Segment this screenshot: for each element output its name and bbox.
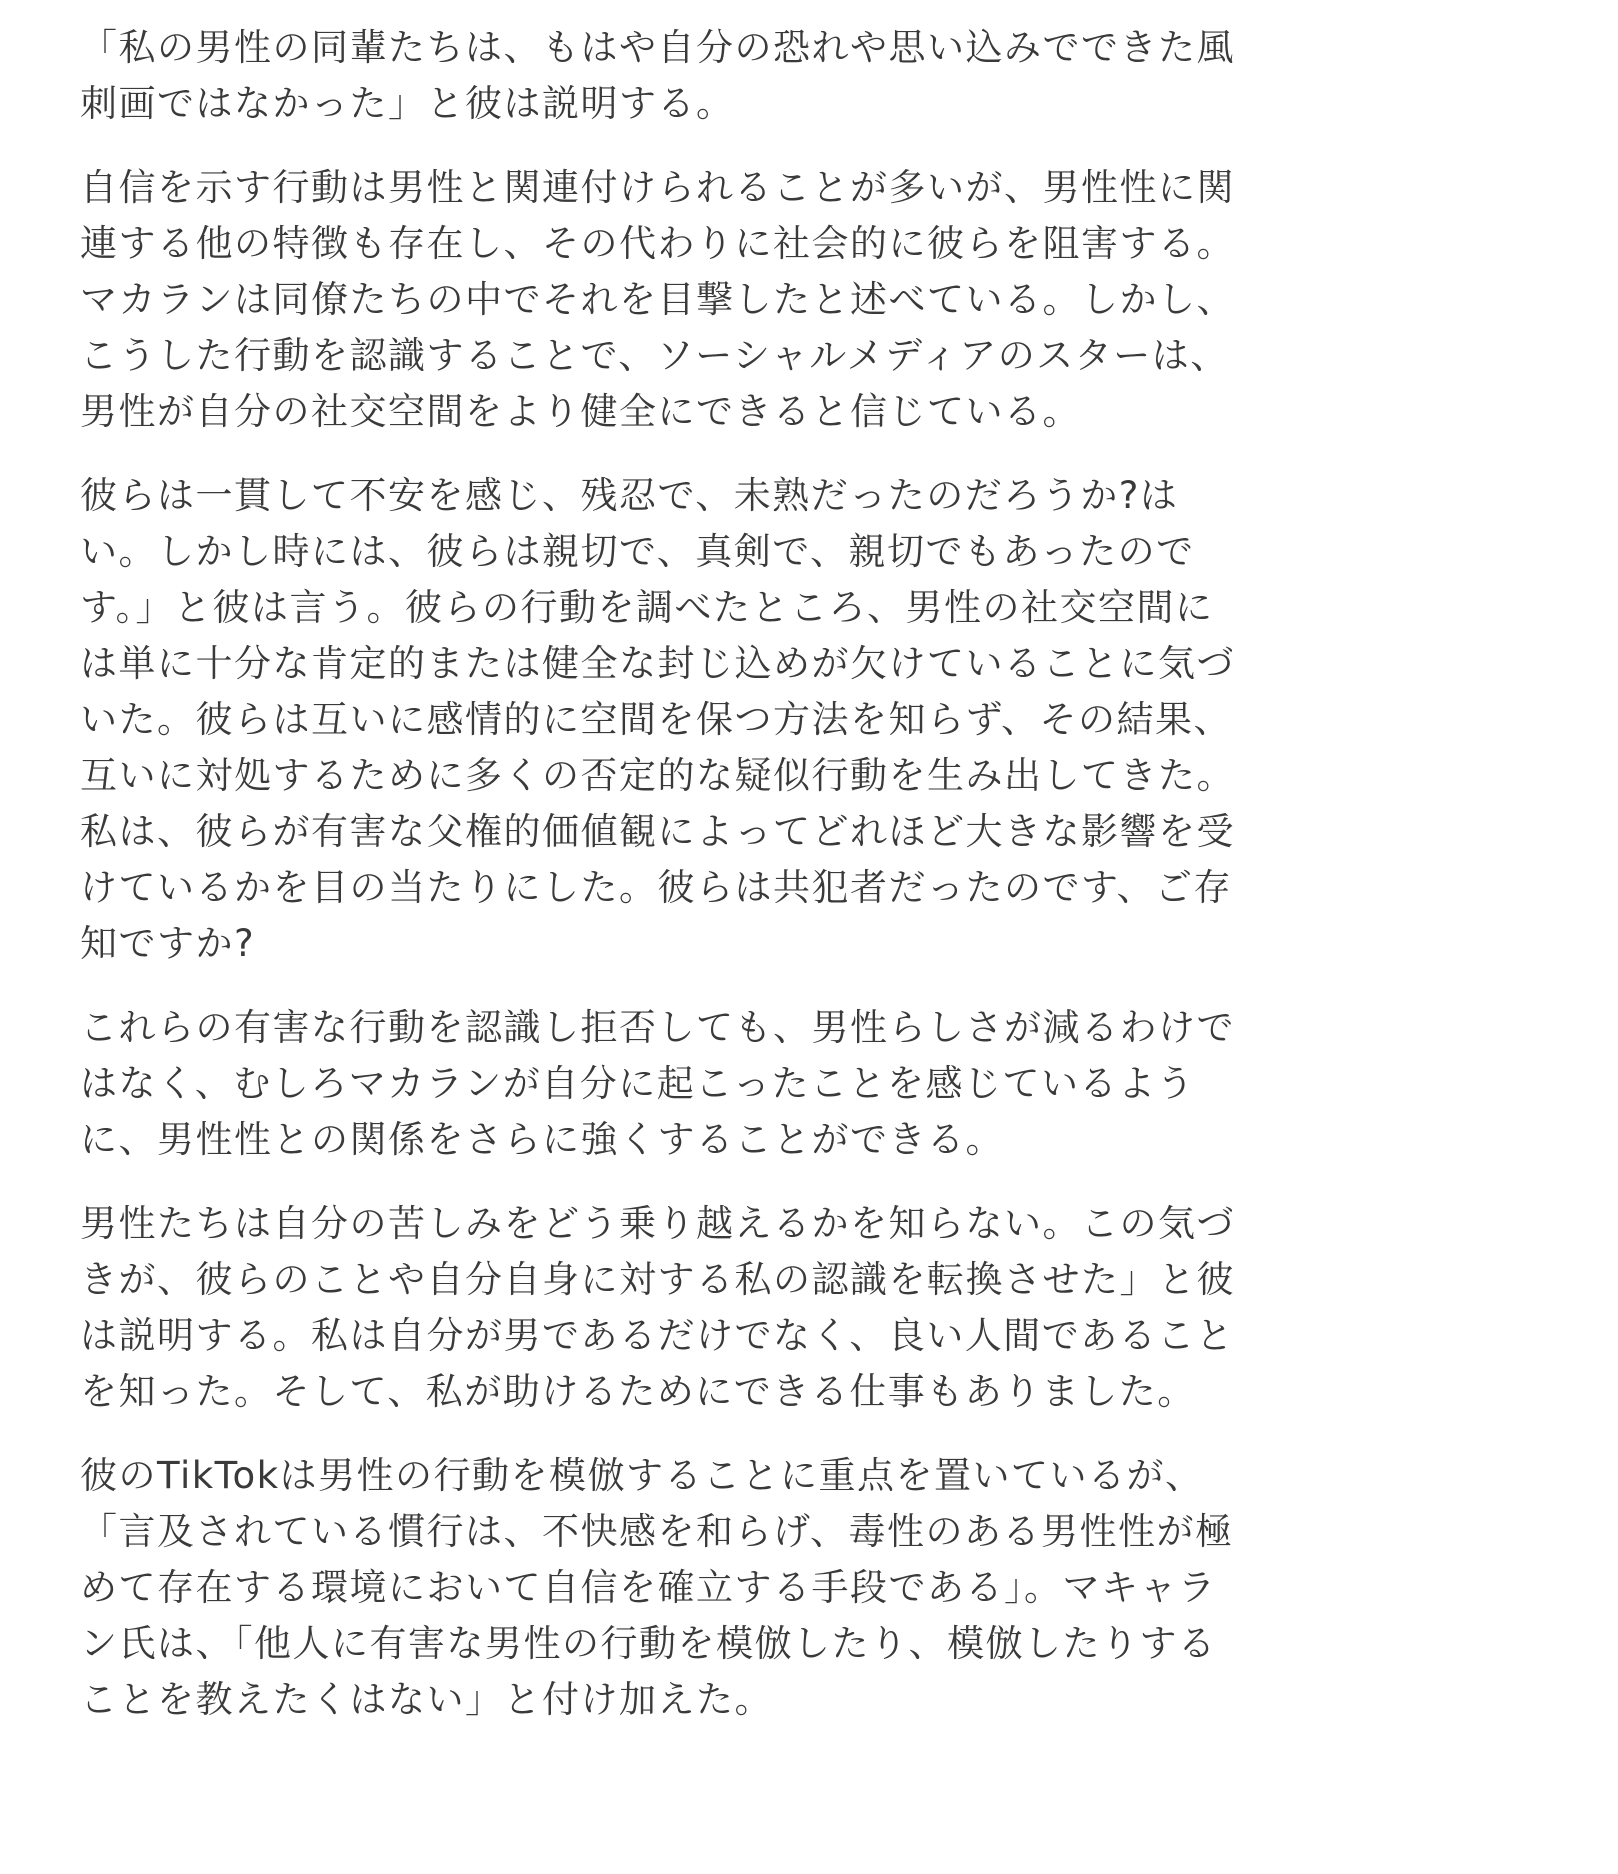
- paragraph-5: 男性たちは自分の苦しみをどう乗り越えるかを知らない。この気づきが、彼らのことや自分自身に対する私の認識を転換させた」と彼は説明する。私は自分が男であるだけでなく、良い人間であることを知った。そして、私が助けるためにできる仕事もありました。: [80, 1202, 1235, 1413]
- paragraph-4: これらの有害な行動を認識し拒否しても、男性らしさが減るわけではなく、むしろマカランが自分に起こったことを感じているように、男性性との関係をさらに強くすることができる。: [80, 1006, 1235, 1161]
- paragraph-3: 彼らは一貫して不安を感じ、残忍で、未熟だったのだろうか?はい。しかし時には、彼らは親切で、真剣で、親切でもあったのです。」と彼は言う。彼らの行動を調べたところ、男性の社交空間には単に十分な肯定的または健全な封じ込めが欠けていることに気づいた。彼らは互いに感情的に空間を保つ方法を知らず、その結果、互いに対処するために多くの否定的な疑似行動を生み出してきた。私は、彼らが有害な父権的価値観によってどれほど大きな影響を受けているかを目の当たりにした。彼らは共犯者だったのです、ご存知ですか?: [80, 474, 1235, 965]
- paragraph-6: 彼のTikTokは男性の行動を模倣することに重点を置いているが、「言及されている慣行は、不快感を和らげ、毒性のある男性性が極めて存在する環境において自信を確立する手段である」。マキャラン氏は、「他人に有害な男性の行動を模倣したり、模倣したりすることを教えたくはない」と付け加えた。: [80, 1454, 1234, 1721]
- paragraph-2: 自信を示す行動は男性と関連付けられることが多いが、男性性に関連する他の特徴も存在し、その代わりに社会的に彼らを阻害する。マカランは同僚たちの中でそれを目撃したと述べている。しかし、こうした行動を認識することで、ソーシャルメディアのスターは、男性が自分の社交空間をより健全にできると信じている。: [80, 166, 1235, 433]
- paragraph-1: 「私の男性の同輩たちは、もはや自分の恐れや思い込みでできた風刺画ではなかった」と彼は説明する。: [80, 26, 1235, 125]
- article-body: [80, 20, 1240, 1728]
